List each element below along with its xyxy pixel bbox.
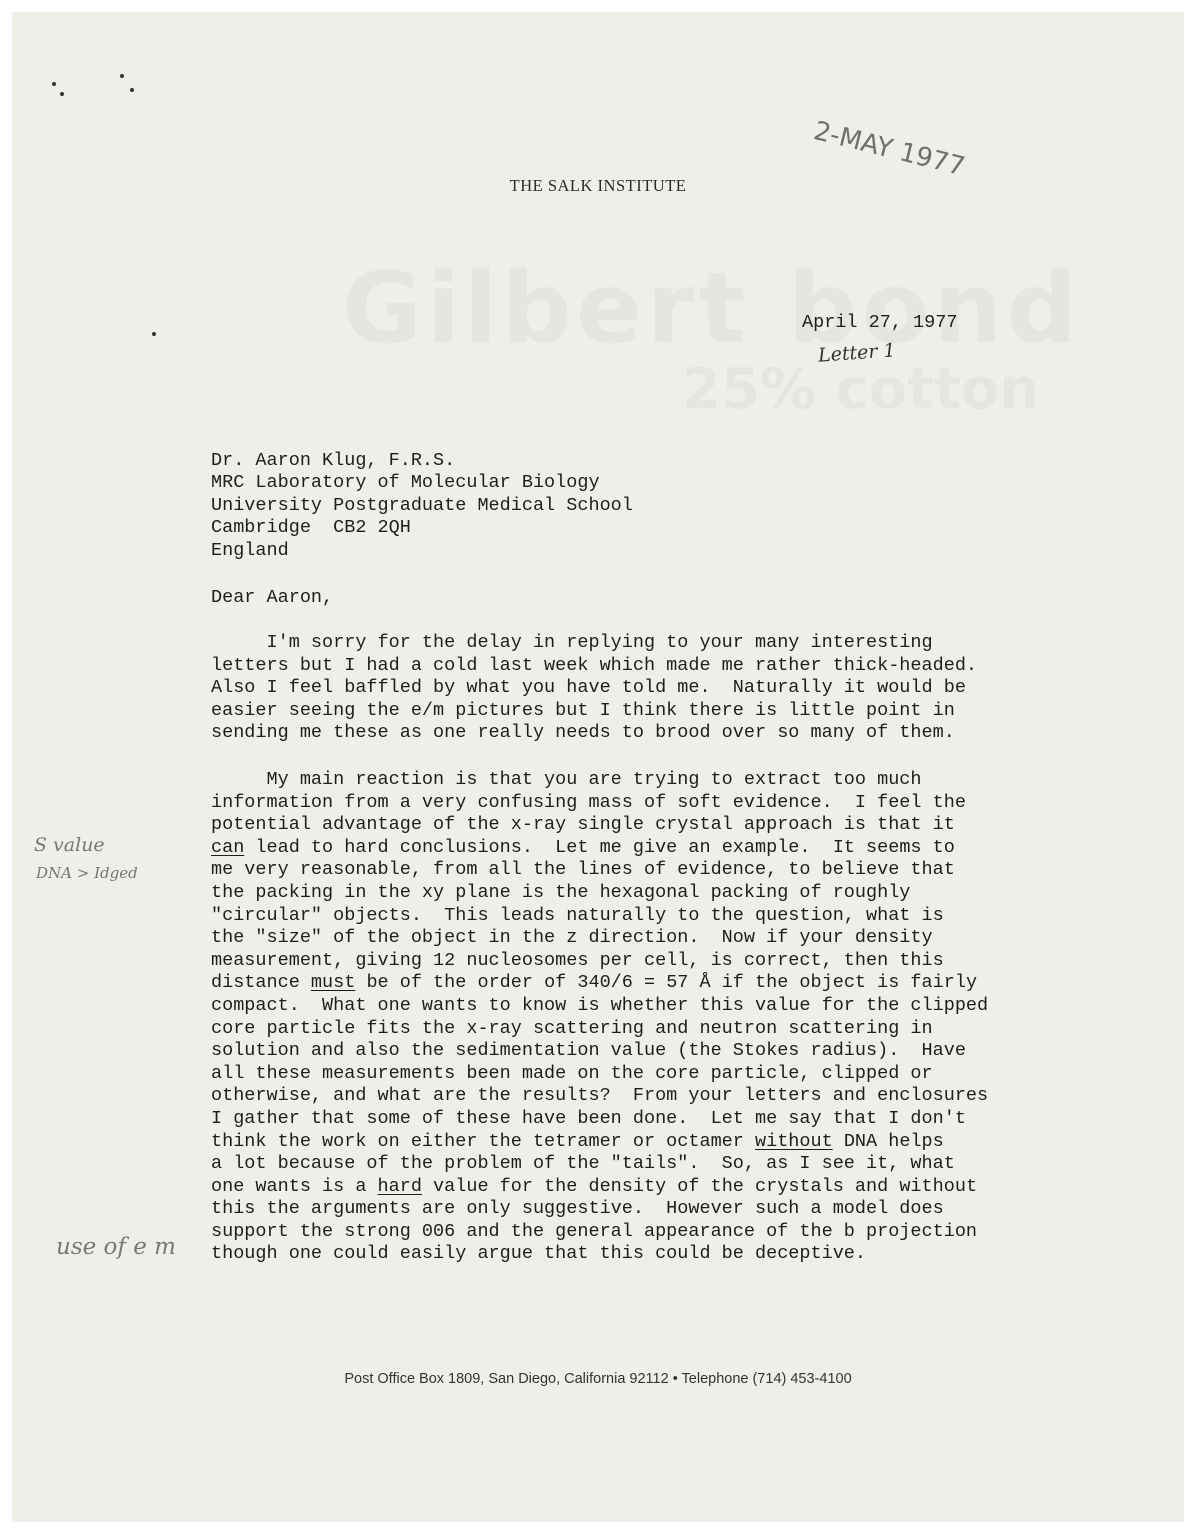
text-line: measurement, giving 12 nucleosomes per cell, is correct, then this (211, 949, 944, 971)
paper-watermark-cotton (682, 357, 1039, 422)
address-line: England (211, 539, 289, 561)
text-line: a lot because of the problem of the "tails". So, as I see it, what (211, 1153, 955, 1175)
text-line: core particle fits the x-ray scattering and neutron scattering in (211, 1017, 933, 1039)
address-line: University Postgraduate Medical School (211, 494, 633, 516)
margin-note-s-value: S value (34, 834, 105, 856)
text-line: I gather that some of these have been done. Let me say that I don't (211, 1107, 966, 1129)
letterhead-footer: Post Office Box 1809, San Diego, California 92112 • Telephone (714) 453-4100 (344, 1371, 852, 1387)
text-line: "circular" objects. This leads naturally to the question, what is (211, 904, 944, 926)
paper-watermark (342, 252, 1081, 366)
letter-date: April 27, 1977 (802, 312, 958, 333)
text-line: sending me these as one really needs to brood over so many of them. (211, 722, 955, 744)
text-line: one wants is a hard value for the density of the crystals and without (211, 1175, 978, 1197)
mark-dot (152, 332, 156, 336)
letter-page (12, 12, 1184, 1522)
text-line: compact. What one wants to know is whether this value for the clipped (211, 994, 989, 1016)
text-line: otherwise, and what are the results? From your letters and enclosures (211, 1085, 989, 1107)
text-line: solution and also the sedimentation value (the Stokes radius). Have (211, 1040, 966, 1062)
text-line: though one could easily argue that this could be deceptive. (211, 1243, 867, 1265)
text-line: letters but I had a cold last week which made me rather thick-headed. (211, 654, 978, 676)
address-line: MRC Laboratory of Molecular Biology (211, 472, 600, 494)
address-line: Cambridge CB2 2QH (211, 517, 411, 539)
body-paragraph-2 (211, 769, 1031, 1266)
text-line: easier seeing the e/m pictures but I think there is little point in (211, 699, 955, 721)
text-line: potential advantage of the x-ray single crystal approach is that it (211, 814, 955, 836)
text-line: all these measurements been made on the core particle, clipped or (211, 1062, 933, 1084)
text-line: distance must be of the order of 340/6 = 57 Å if the object is fairly (211, 972, 978, 994)
text-line: can lead to hard conclusions. Let me give an example. It seems to (211, 836, 955, 858)
text-line: the packing in the xy plane is the hexagonal packing of roughly (211, 881, 911, 903)
received-date-stamp: 2-MAY 1977 (810, 116, 968, 183)
handwritten-letter-number: Letter 1 (817, 339, 897, 367)
mark-dot (60, 92, 64, 96)
body-paragraph-1 (211, 632, 1031, 745)
letterhead: THE SALK INSTITUTE (509, 176, 687, 195)
text-line: I'm sorry for the delay in replying to your many interesting (211, 632, 933, 653)
salutation: Dear Aaron, (211, 587, 334, 608)
text-line: this the arguments are only suggestive. However such a model does (211, 1198, 944, 1220)
text-line: Also I feel baffled by what you have told me. Naturally it would be (211, 677, 966, 699)
text-line: support the strong 006 and the general appearance of the b projection (211, 1220, 978, 1242)
text-line: information from a very confusing mass of soft evidence. I feel the (211, 791, 966, 813)
mark-dot (120, 74, 124, 78)
mark-dot (52, 82, 56, 86)
address-line: Dr. Aaron Klug, F.R.S. (211, 450, 456, 471)
text-line: think the work on either the tetramer or octamer without DNA helps (211, 1130, 944, 1152)
mark-dot (130, 88, 134, 92)
margin-note-dna: DNA > Idged (36, 864, 138, 882)
recipient-address (211, 450, 633, 562)
text-line: me very reasonable, from all the lines of evidence, to believe that (211, 859, 955, 881)
text-line: My main reaction is that you are trying to extract too much (211, 769, 922, 790)
text-line: the "size" of the object in the z direction. Now if your density (211, 927, 933, 949)
margin-note-use-em: use of e m (56, 1234, 176, 1260)
